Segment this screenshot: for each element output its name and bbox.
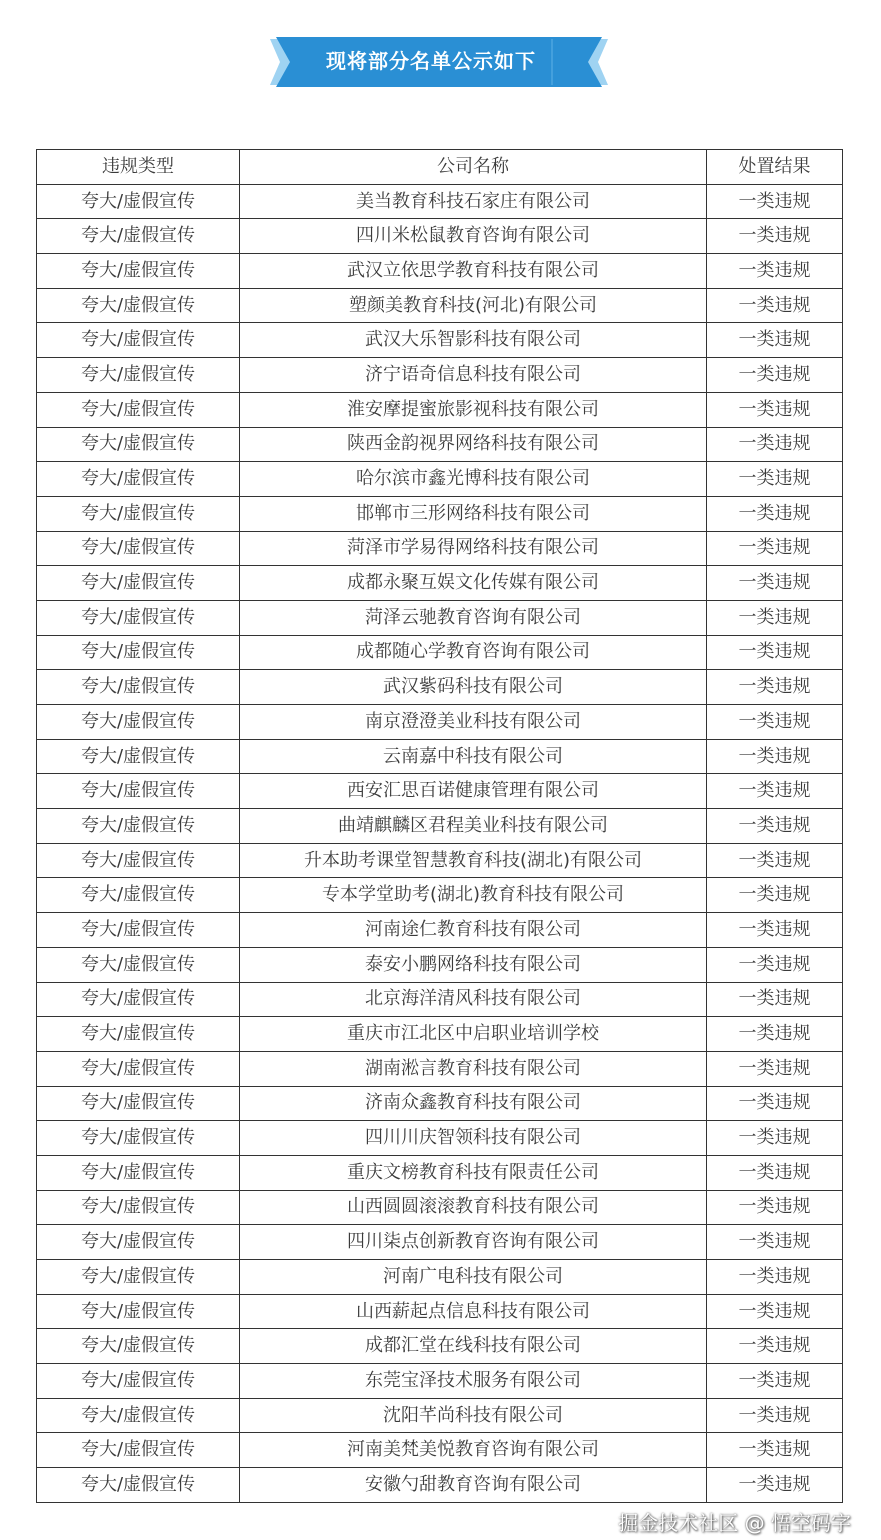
company-name-cell: 泰安小鹏网络科技有限公司 [240, 947, 707, 982]
violation-type-cell: 夸大/虚假宣传 [37, 531, 240, 566]
table-row [37, 496, 843, 531]
company-name-cell: 河南广电科技有限公司 [240, 1260, 707, 1295]
result-cell: 一类违规 [707, 843, 843, 878]
table-row [37, 1017, 843, 1052]
result-cell: 一类违规 [707, 670, 843, 705]
result-cell: 一类违规 [707, 1398, 843, 1433]
violation-type-cell: 夸大/虚假宣传 [37, 705, 240, 740]
company-name-cell: 成都随心学教育咨询有限公司 [240, 635, 707, 670]
violation-type-cell: 夸大/虚假宣传 [37, 1051, 240, 1086]
company-name-cell: 曲靖麒麟区君程美业科技有限公司 [240, 809, 707, 844]
result-cell: 一类违规 [707, 1260, 843, 1295]
company-name-cell: 美当教育科技石家庄有限公司 [240, 184, 707, 219]
table-row [37, 913, 843, 948]
table-row [37, 705, 843, 740]
company-name-cell: 济宁语奇信息科技有限公司 [240, 358, 707, 393]
table-row [37, 878, 843, 913]
section-banner [270, 37, 608, 87]
result-cell: 一类违规 [707, 947, 843, 982]
table-row [37, 531, 843, 566]
result-cell: 一类违规 [707, 982, 843, 1017]
violation-type-cell: 夸大/虚假宣传 [37, 947, 240, 982]
company-name-cell: 升本助考课堂智慧教育科技(湖北)有限公司 [240, 843, 707, 878]
result-cell: 一类违规 [707, 774, 843, 809]
company-name-cell: 山西薪起点信息科技有限公司 [240, 1294, 707, 1329]
company-name-cell: 云南嘉中科技有限公司 [240, 739, 707, 774]
watermark: 掘金技术社区 @ 悟空码字 [618, 1511, 851, 1535]
table-row [37, 427, 843, 462]
banner-title: 现将部分名单公示如下 [326, 49, 536, 73]
violation-type-cell: 夸大/虚假宣传 [37, 1294, 240, 1329]
result-cell: 一类违规 [707, 358, 843, 393]
company-name-cell: 四川米松鼠教育咨询有限公司 [240, 219, 707, 254]
table-row [37, 1329, 843, 1364]
header-violation-type: 违规类型 [37, 150, 240, 185]
company-name-cell: 武汉大乐智影科技有限公司 [240, 323, 707, 358]
result-cell: 一类违规 [707, 219, 843, 254]
result-cell: 一类违规 [707, 1190, 843, 1225]
table-row [37, 323, 843, 358]
result-cell: 一类违规 [707, 1155, 843, 1190]
violation-type-cell: 夸大/虚假宣传 [37, 254, 240, 289]
result-cell: 一类违规 [707, 739, 843, 774]
table-row [37, 809, 843, 844]
table-row [37, 1155, 843, 1190]
header-company-name: 公司名称 [240, 150, 707, 185]
result-cell: 一类违规 [707, 427, 843, 462]
table-row [37, 184, 843, 219]
violation-type-cell: 夸大/虚假宣传 [37, 288, 240, 323]
violation-type-cell: 夸大/虚假宣传 [37, 392, 240, 427]
company-name-cell: 东莞宝泽技术服务有限公司 [240, 1364, 707, 1399]
violation-type-cell: 夸大/虚假宣传 [37, 219, 240, 254]
violation-table [36, 149, 843, 1503]
table-row [37, 1468, 843, 1503]
table-row [37, 254, 843, 289]
table-row [37, 947, 843, 982]
table-row [37, 1086, 843, 1121]
table-row [37, 1364, 843, 1399]
company-name-cell: 专本学堂助考(湖北)教育科技有限公司 [240, 878, 707, 913]
table-row [37, 1190, 843, 1225]
table-row [37, 1051, 843, 1086]
result-cell: 一类违规 [707, 705, 843, 740]
table-row [37, 1260, 843, 1295]
violation-type-cell: 夸大/虚假宣传 [37, 878, 240, 913]
table-row [37, 843, 843, 878]
violation-type-cell: 夸大/虚假宣传 [37, 427, 240, 462]
company-name-cell: 沈阳芊尚科技有限公司 [240, 1398, 707, 1433]
company-name-cell: 河南美梵美悦教育咨询有限公司 [240, 1433, 707, 1468]
violation-type-cell: 夸大/虚假宣传 [37, 982, 240, 1017]
table-row [37, 1398, 843, 1433]
table-row [37, 635, 843, 670]
result-cell: 一类违规 [707, 1468, 843, 1503]
company-name-cell: 山西圆圆滚滚教育科技有限公司 [240, 1190, 707, 1225]
violation-type-cell: 夸大/虚假宣传 [37, 184, 240, 219]
result-cell: 一类违规 [707, 184, 843, 219]
company-name-cell: 武汉紫码科技有限公司 [240, 670, 707, 705]
violation-type-cell: 夸大/虚假宣传 [37, 1260, 240, 1295]
company-name-cell: 重庆文榜教育科技有限责任公司 [240, 1155, 707, 1190]
violation-type-cell: 夸大/虚假宣传 [37, 1121, 240, 1156]
violation-type-cell: 夸大/虚假宣传 [37, 843, 240, 878]
result-cell: 一类违规 [707, 566, 843, 601]
result-cell: 一类违规 [707, 254, 843, 289]
company-name-cell: 湖南淞言教育科技有限公司 [240, 1051, 707, 1086]
violation-type-cell: 夸大/虚假宣传 [37, 1190, 240, 1225]
table-row [37, 219, 843, 254]
violation-type-cell: 夸大/虚假宣传 [37, 670, 240, 705]
table-row [37, 670, 843, 705]
violation-type-cell: 夸大/虚假宣传 [37, 739, 240, 774]
table-row [37, 1225, 843, 1260]
company-name-cell: 武汉立依思学教育科技有限公司 [240, 254, 707, 289]
company-name-cell: 济南众鑫教育科技有限公司 [240, 1086, 707, 1121]
table-row [37, 600, 843, 635]
violation-type-cell: 夸大/虚假宣传 [37, 1398, 240, 1433]
company-name-cell: 南京澄澄美业科技有限公司 [240, 705, 707, 740]
result-cell: 一类违规 [707, 600, 843, 635]
violation-type-cell: 夸大/虚假宣传 [37, 635, 240, 670]
company-name-cell: 成都永聚互娱文化传媒有限公司 [240, 566, 707, 601]
violation-type-cell: 夸大/虚假宣传 [37, 462, 240, 497]
company-name-cell: 菏泽市学易得网络科技有限公司 [240, 531, 707, 566]
company-name-cell: 哈尔滨市鑫光博科技有限公司 [240, 462, 707, 497]
result-cell: 一类违规 [707, 913, 843, 948]
result-cell: 一类违规 [707, 1121, 843, 1156]
violation-type-cell: 夸大/虚假宣传 [37, 323, 240, 358]
violation-type-cell: 夸大/虚假宣传 [37, 809, 240, 844]
violation-type-cell: 夸大/虚假宣传 [37, 600, 240, 635]
table-row [37, 1294, 843, 1329]
violation-type-cell: 夸大/虚假宣传 [37, 913, 240, 948]
result-cell: 一类违规 [707, 1017, 843, 1052]
violation-type-cell: 夸大/虚假宣传 [37, 1468, 240, 1503]
result-cell: 一类违规 [707, 392, 843, 427]
table-row [37, 739, 843, 774]
company-name-cell: 北京海洋清风科技有限公司 [240, 982, 707, 1017]
violation-type-cell: 夸大/虚假宣传 [37, 1329, 240, 1364]
table-row [37, 566, 843, 601]
violation-type-cell: 夸大/虚假宣传 [37, 358, 240, 393]
result-cell: 一类违规 [707, 1086, 843, 1121]
table-row [37, 1433, 843, 1468]
company-name-cell: 重庆市江北区中启职业培训学校 [240, 1017, 707, 1052]
company-name-cell: 安徽勺甜教育咨询有限公司 [240, 1468, 707, 1503]
company-name-cell: 淮安摩提蜜旅影视科技有限公司 [240, 392, 707, 427]
company-name-cell: 塑颜美教育科技(河北)有限公司 [240, 288, 707, 323]
violation-type-cell: 夸大/虚假宣传 [37, 1155, 240, 1190]
company-name-cell: 邯郸市三形网络科技有限公司 [240, 496, 707, 531]
result-cell: 一类违规 [707, 323, 843, 358]
company-name-cell: 西安汇思百诺健康管理有限公司 [240, 774, 707, 809]
result-cell: 一类违规 [707, 462, 843, 497]
company-name-cell: 菏泽云驰教育咨询有限公司 [240, 600, 707, 635]
result-cell: 一类违规 [707, 288, 843, 323]
result-cell: 一类违规 [707, 531, 843, 566]
violation-type-cell: 夸大/虚假宣传 [37, 496, 240, 531]
result-cell: 一类违规 [707, 878, 843, 913]
header-result: 处置结果 [707, 150, 843, 185]
table-row [37, 774, 843, 809]
result-cell: 一类违规 [707, 1051, 843, 1086]
violation-type-cell: 夸大/虚假宣传 [37, 566, 240, 601]
table-row [37, 982, 843, 1017]
violation-type-cell: 夸大/虚假宣传 [37, 1017, 240, 1052]
table-row [37, 1121, 843, 1156]
company-name-cell: 陕西金韵视界网络科技有限公司 [240, 427, 707, 462]
table-row [37, 462, 843, 497]
result-cell: 一类违规 [707, 1294, 843, 1329]
table-row [37, 358, 843, 393]
table-header-row [37, 150, 843, 185]
result-cell: 一类违规 [707, 1329, 843, 1364]
violation-type-cell: 夸大/虚假宣传 [37, 1433, 240, 1468]
result-cell: 一类违规 [707, 809, 843, 844]
table-row [37, 288, 843, 323]
result-cell: 一类违规 [707, 1225, 843, 1260]
company-name-cell: 四川柒点创新教育咨询有限公司 [240, 1225, 707, 1260]
violation-type-cell: 夸大/虚假宣传 [37, 774, 240, 809]
company-name-cell: 河南途仁教育科技有限公司 [240, 913, 707, 948]
table-row [37, 392, 843, 427]
violation-type-cell: 夸大/虚假宣传 [37, 1086, 240, 1121]
violation-type-cell: 夸大/虚假宣传 [37, 1225, 240, 1260]
result-cell: 一类违规 [707, 496, 843, 531]
result-cell: 一类违规 [707, 635, 843, 670]
company-name-cell: 成都汇堂在线科技有限公司 [240, 1329, 707, 1364]
result-cell: 一类违规 [707, 1433, 843, 1468]
result-cell: 一类违规 [707, 1364, 843, 1399]
company-name-cell: 四川川庆智领科技有限公司 [240, 1121, 707, 1156]
violation-type-cell: 夸大/虚假宣传 [37, 1364, 240, 1399]
